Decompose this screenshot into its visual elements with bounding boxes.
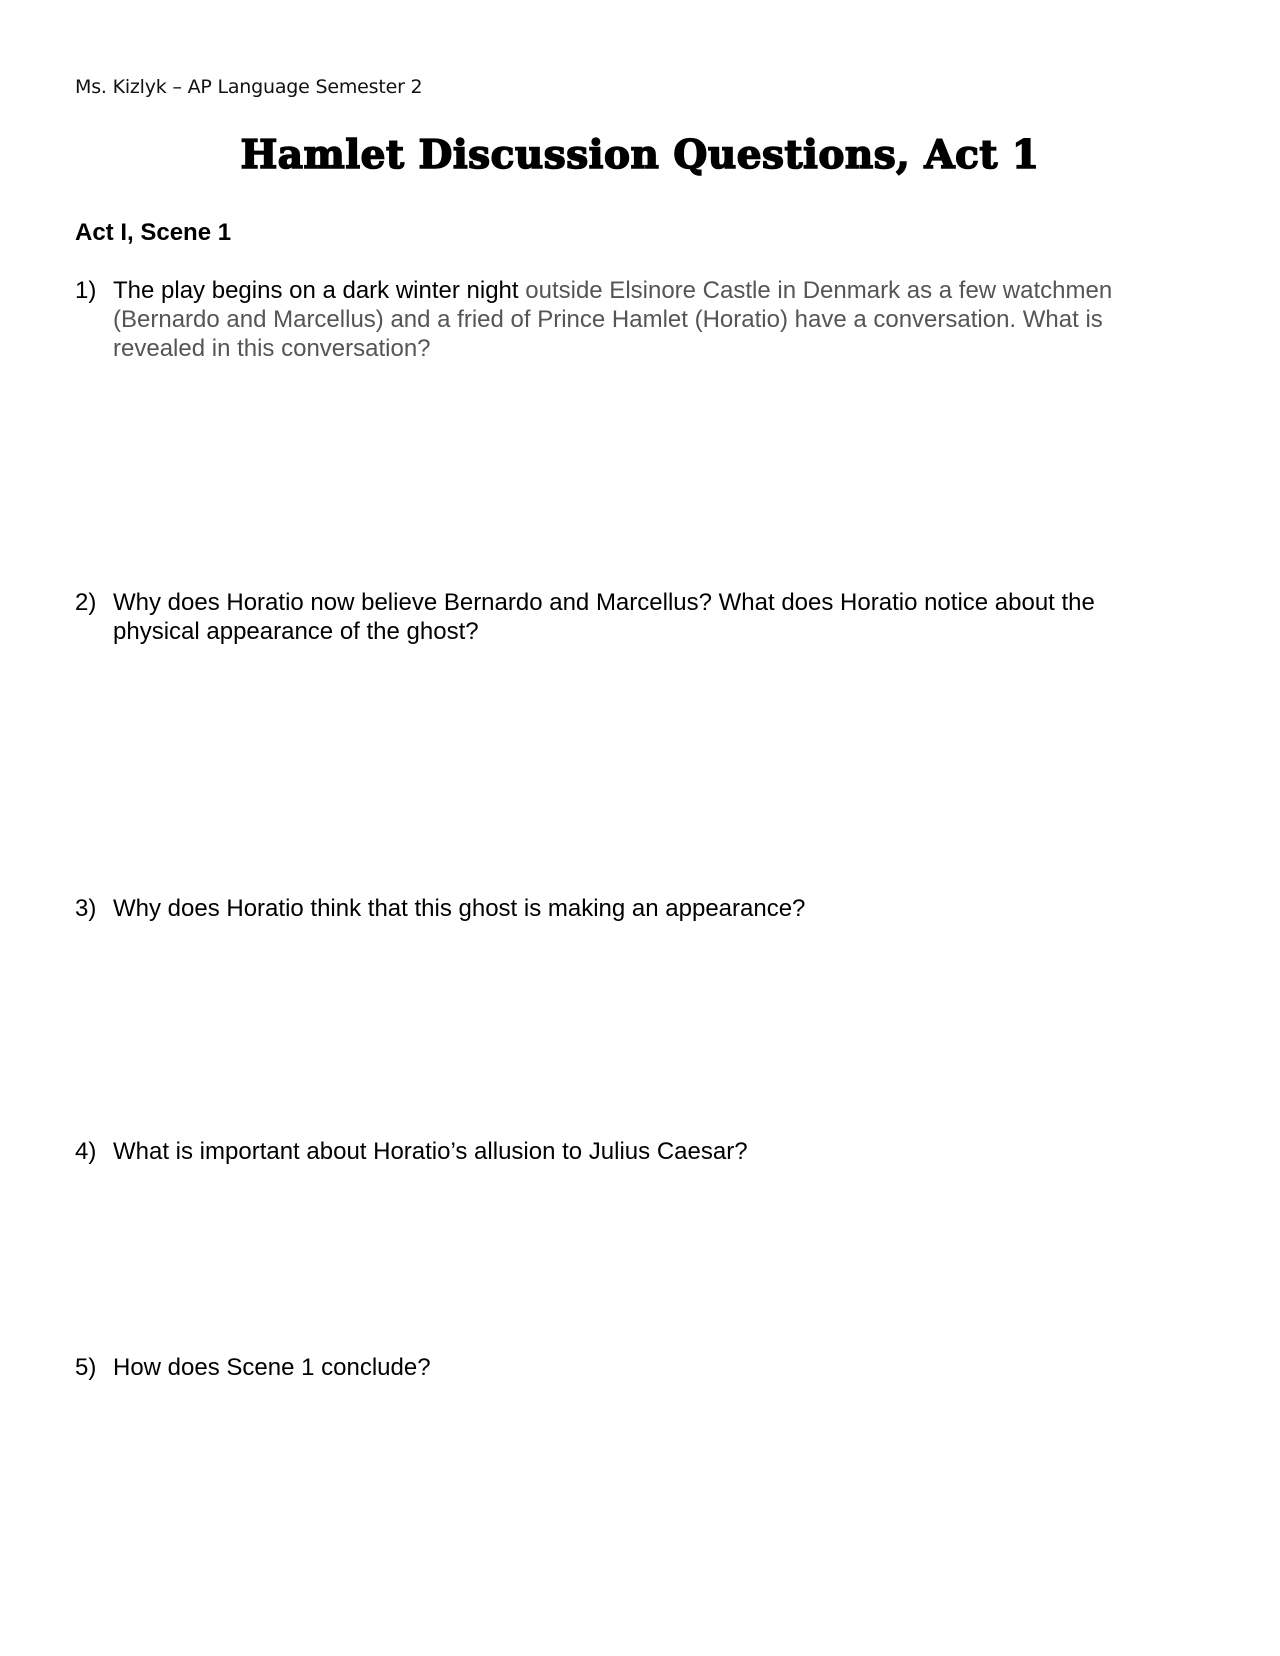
question-3 (75, 894, 1185, 923)
question-text-dark: The play begins on a dark winter night (113, 277, 519, 304)
section-heading: Act I, Scene 1 (75, 219, 232, 246)
question-number: 3) (75, 895, 97, 922)
worksheet-title: Hamlet Discussion Questions, Act 1 (240, 132, 1040, 178)
question-text-faded: outside Elsinore Castle in Denmark as a few watchmen (Bernardo and Marcellus) and a fried of Prince Hamlet (Horatio) have a conversation. What is revealed in this conversation? (113, 277, 1113, 362)
question-number: 1) (75, 277, 97, 304)
question-text: Why does Horatio think that this ghost is making an appearance? (113, 895, 806, 922)
question-4 (75, 1137, 1185, 1166)
question-text: Why does Horatio now believe Bernardo and Marcellus? What does Horatio notice about the physical appearance of the ghost? (113, 589, 1095, 645)
question-1 (75, 276, 1185, 363)
question-number: 2) (75, 589, 97, 616)
question-number: 5) (75, 1354, 97, 1381)
question-text: What is important about Horatio’s allusion to Julius Caesar? (113, 1138, 748, 1165)
question-number: 4) (75, 1138, 97, 1165)
question-5 (75, 1353, 1185, 1382)
question-text: How does Scene 1 conclude? (113, 1354, 431, 1381)
question-text (113, 276, 1185, 363)
question-2 (75, 588, 1185, 646)
teacher-course-header: Ms. Kizlyk – AP Language Semester 2 (75, 76, 423, 98)
